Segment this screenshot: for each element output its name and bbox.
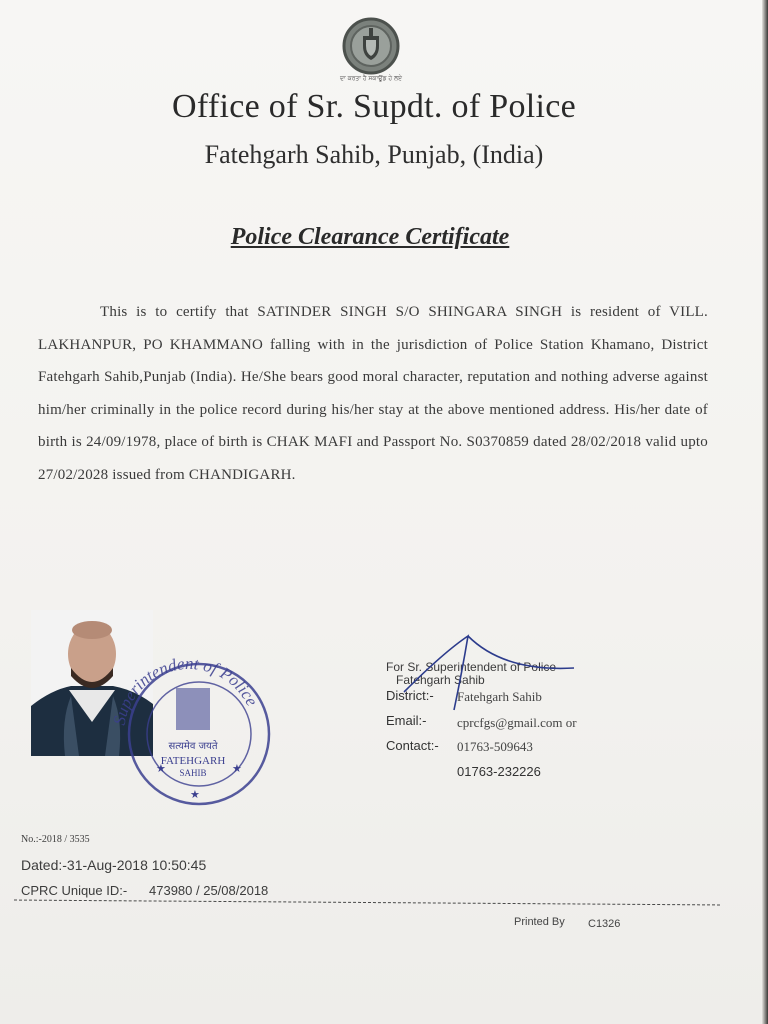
seal-ring-text: Superintendent of Police <box>109 654 262 727</box>
printed-by-value: C1326 <box>588 918 621 930</box>
seal-star-bottom: ★ <box>190 789 200 801</box>
certificate-title: Police Clearance Certificate <box>230 224 510 250</box>
office-seal <box>104 654 274 806</box>
page-edge-shadow <box>762 0 768 1024</box>
seal-motto: सत्यमेव जयते <box>168 741 218 752</box>
cprc-label: CPRC Unique ID:- <box>21 883 128 898</box>
email-label: Email:- <box>386 713 427 728</box>
seal-star-left: ★ <box>156 763 166 775</box>
seal-star-right: ★ <box>232 763 242 775</box>
dated-line: Dated:-31-Aug-2018 10:50:45 <box>21 857 207 873</box>
certificate-number: No.:-2018 / 3535 <box>21 834 90 845</box>
signature-stamp-line2: Fatehgarh Sahib <box>396 673 485 687</box>
seal-place-line1: FATEHGARH <box>160 755 226 767</box>
printed-by-label: Printed By <box>514 916 565 928</box>
seal-place-line2: SAHIB <box>179 768 207 778</box>
signature-stamp-line1: For Sr. Superintendent of Police <box>386 660 557 674</box>
office-location: Fatehgarh Sahib, Punjab, (India) <box>204 140 544 169</box>
police-emblem-icon <box>336 16 406 82</box>
cprc-value: 473980 / 25/08/2018 <box>149 883 269 898</box>
office-heading: Office of Sr. Supdt. of Police <box>171 88 577 125</box>
email-value: cprcfgs@gmail.com or <box>457 715 577 730</box>
certificate-body: This is to certify that SATINDER SINGH S/O SHINGARA SINGH is resident of VILL. LAKHANPUR, PO KHAMMANO falling with in the jurisdiction of Police Station Khamano, District Fatehgarh Sahib,Punjab (India). He/She bears good moral character, reputation and nothing adverse against him/her criminally in the police record during his/her stay at the above mentioned address. His/her date of birth is 24/09/1978, place of birth is CHAK MAFI and Passport No. S0370859 dated 28/02/2018 valid upto 27/02/2028 issued from CHANDIGARH. <box>38 304 708 483</box>
contact-value-2: 01763-232226 <box>457 764 541 779</box>
emblem-caption: ਦਾ ਕਰਤਾ ਹੈ ਸਕਾਊਂਡ ਹੇ ਲਏ <box>339 75 403 82</box>
district-label: District:- <box>386 688 434 703</box>
ashoka-emblem-icon <box>176 688 210 730</box>
contact-value-1: 01763-509643 <box>457 739 533 754</box>
contact-label: Contact:- <box>386 738 439 753</box>
district-value: Fatehgarh Sahib <box>457 689 542 704</box>
